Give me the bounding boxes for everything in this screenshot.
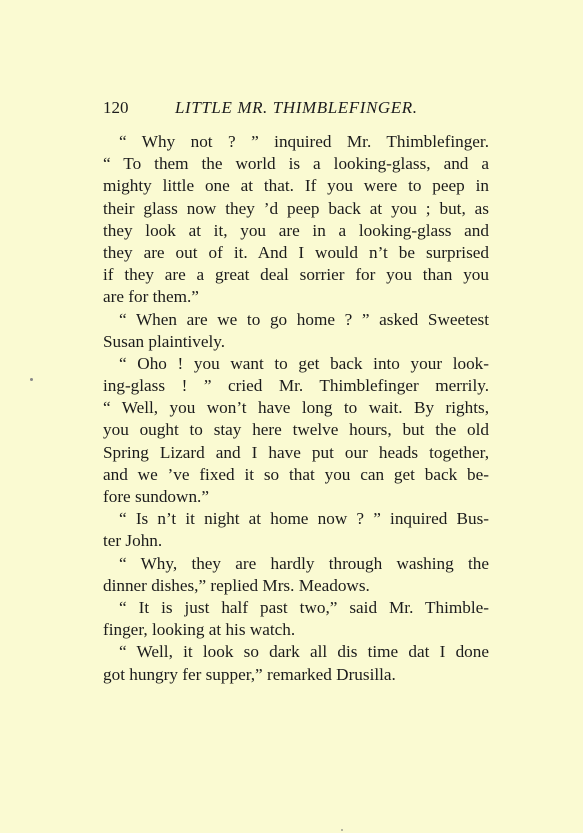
text-line: fore sundown.” <box>103 487 209 506</box>
text-line: got hungry fer supper,” remarked Drusilla. <box>103 664 396 684</box>
text-line: you ought to stay here twelve hours, but the old <box>103 420 489 440</box>
text-line: “ Oho ! you want to get back into your look- <box>119 353 489 373</box>
text-line: “ Well, it look so dark all dis time dat I done <box>119 642 489 662</box>
text-line: and we ’ve fixed it so that you can get back be- <box>103 464 489 484</box>
text-line: “ Is n’t it night at home now ? ” inquired Bus- <box>119 509 489 529</box>
text-line: are for them.” <box>103 287 199 307</box>
text-line: Susan plaintively. <box>103 331 226 351</box>
text-line: dinner dishes,” replied Mrs. Meadows. <box>103 575 370 595</box>
page-header <box>103 98 489 120</box>
text-line: ter John. <box>103 531 163 551</box>
text-line: finger, looking at his watch. <box>103 620 296 640</box>
footer-speck <box>341 829 343 831</box>
text-line: “ Why not ? ” inquired Mr. Thimblefinger. <box>119 132 489 151</box>
text-line: they are out of it. And I would n’t be surprised <box>103 242 489 262</box>
running-title: LITTLE MR. THIMBLEFINGER. <box>175 98 418 117</box>
text-line: ing-glass ! ” cried Mr. Thimblefinger merrily. <box>103 376 489 396</box>
text-line: they look at it, you are in a looking-glass and <box>103 220 489 240</box>
margin-speck <box>30 378 33 381</box>
text-line: “ It is just half past two,” said Mr. Thimble- <box>119 597 489 617</box>
text-line: “ Why, they are hardly through washing the <box>119 553 489 573</box>
text-line: “ When are we to go home ? ” asked Sweetest <box>119 309 489 329</box>
text-line: if they are a great deal sorrier for you than you <box>103 265 489 285</box>
text-line: “ To them the world is a looking-glass, and a <box>103 154 489 174</box>
text-line: Spring Lizard and I have put our heads together, <box>103 442 489 462</box>
text-line: mighty little one at that. If you were to peep in <box>103 176 489 196</box>
body-text <box>103 131 489 686</box>
page-number: 120 <box>103 98 129 117</box>
text-line: “ Well, you won’t have long to wait. By rights, <box>103 398 489 418</box>
text-line: their glass now they ’d peep back at you ; but, as <box>103 198 489 218</box>
